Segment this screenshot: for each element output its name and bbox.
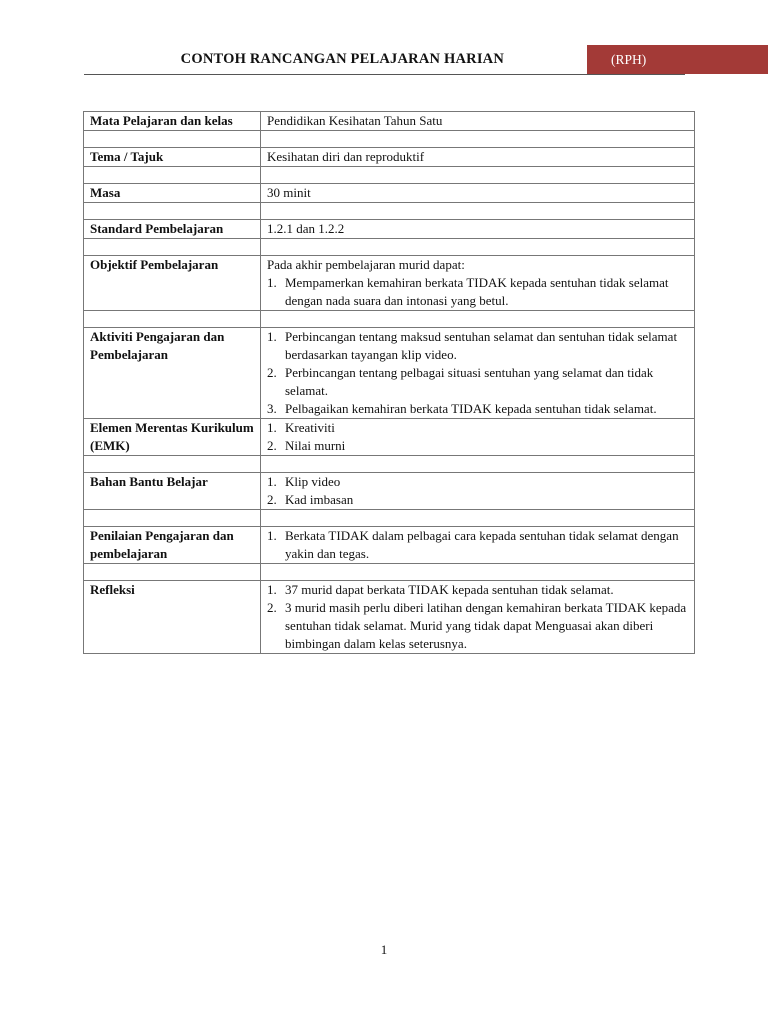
spacer-row [84,203,695,220]
list-text: 37 murid dapat berkata TIDAK kepada sentuhan tidak selamat. [285,582,614,597]
list-item [267,419,688,437]
row-value: 1.2.1 dan 1.2.2 [261,220,695,239]
document-header [84,45,685,75]
table-row [84,527,695,564]
row-label: Aktiviti Pengajaran dan Pembelajaran [84,328,261,419]
row-label: Mata Pelajaran dan kelas [84,112,261,131]
row-value [261,256,695,311]
list-item [267,437,688,455]
row-label: Penilaian Pengajaran dan pembelajaran [84,527,261,564]
reflection-list [267,581,688,653]
list-text: Mempamerkan kemahiran berkata TIDAK kepada sentuhan tidak selamat dengan nada suara dan intonasi yang betul. [285,275,669,308]
list-text: Berkata TIDAK dalam pelbagai cara kepada sentuhan tidak selamat dengan yakin dan tegas. [285,528,679,561]
row-value [261,581,695,654]
table-row [84,419,695,456]
row-label: Standard Pembelajaran [84,220,261,239]
activity-list [267,328,688,418]
page-number: 1 [380,942,388,957]
row-label: Tema / Tajuk [84,148,261,167]
list-item [267,473,688,491]
list-number: 2. [267,365,277,380]
table-row [84,581,695,654]
row-value: 30 minit [261,184,695,203]
spacer-row [84,167,695,184]
list-item [267,491,688,509]
spacer-row [84,456,695,473]
row-value [261,527,695,564]
table-row [84,473,695,510]
objective-list [267,274,688,310]
list-number: 1. [267,329,277,344]
row-label: Masa [84,184,261,203]
list-number: 1. [267,474,277,489]
table-row [84,148,695,167]
spacer-row [84,564,695,581]
list-text: Pelbagaikan kemahiran berkata TIDAK kepada sentuhan tidak selamat. [285,401,657,416]
row-value [261,419,695,456]
list-number: 2. [267,492,277,507]
spacer-row [84,239,695,256]
row-label: Elemen Merentas Kurikulum (EMK) [84,419,261,456]
list-text: 3 murid masih perlu diberi latihan dengan kemahiran berkata TIDAK kepada sentuhan tidak selamat. Murid yang tidak dapat Menguasai akan diberi bimbingan dalam kelas seterusnya. [285,600,687,651]
document-title: CONTOH RANCANGAN PELAJARAN HARIAN [180,51,504,67]
table-row [84,220,695,239]
table-row [84,328,695,419]
table-row [84,256,695,311]
rph-badge: (RPH) [587,45,768,74]
row-label: Objektif Pembelajaran [84,256,261,311]
list-item [267,328,688,364]
list-text: Kad imbasan [285,492,354,507]
lesson-plan-table [83,111,695,654]
list-number: 2. [267,600,277,615]
list-text: Nilai murni [285,438,346,453]
list-number: 1. [267,528,277,543]
row-value [261,328,695,419]
list-item [267,274,688,310]
list-item [267,364,688,400]
list-number: 1. [267,582,277,597]
materials-list [267,473,688,509]
list-item [267,581,688,599]
spacer-row [84,510,695,527]
list-text: Kreativiti [285,420,335,435]
row-value [261,473,695,510]
list-text: Perbincangan tentang pelbagai situasi sentuhan yang selamat dan tidak selamat. [285,365,654,398]
list-text: Perbincangan tentang maksud sentuhan selamat dan sentuhan tidak selamat berdasarkan tayangan klip video. [285,329,678,362]
list-item [267,599,688,653]
emk-list [267,419,688,455]
row-label: Refleksi [84,581,261,654]
list-number: 1. [267,275,277,290]
assessment-list [267,527,688,563]
objective-intro: Pada akhir pembelajaran murid dapat: [267,257,465,272]
list-text: Klip video [285,474,341,489]
spacer-row [84,131,695,148]
list-number: 2. [267,438,277,453]
spacer-row [84,311,695,328]
table-row [84,112,695,131]
list-number: 1. [267,420,277,435]
list-item [267,527,688,563]
list-number: 3. [267,401,277,416]
row-label: Bahan Bantu Belajar [84,473,261,510]
row-value: Kesihatan diri dan reproduktif [261,148,695,167]
row-value: Pendidikan Kesihatan Tahun Satu [261,112,695,131]
list-item [267,400,688,418]
table-row [84,184,695,203]
